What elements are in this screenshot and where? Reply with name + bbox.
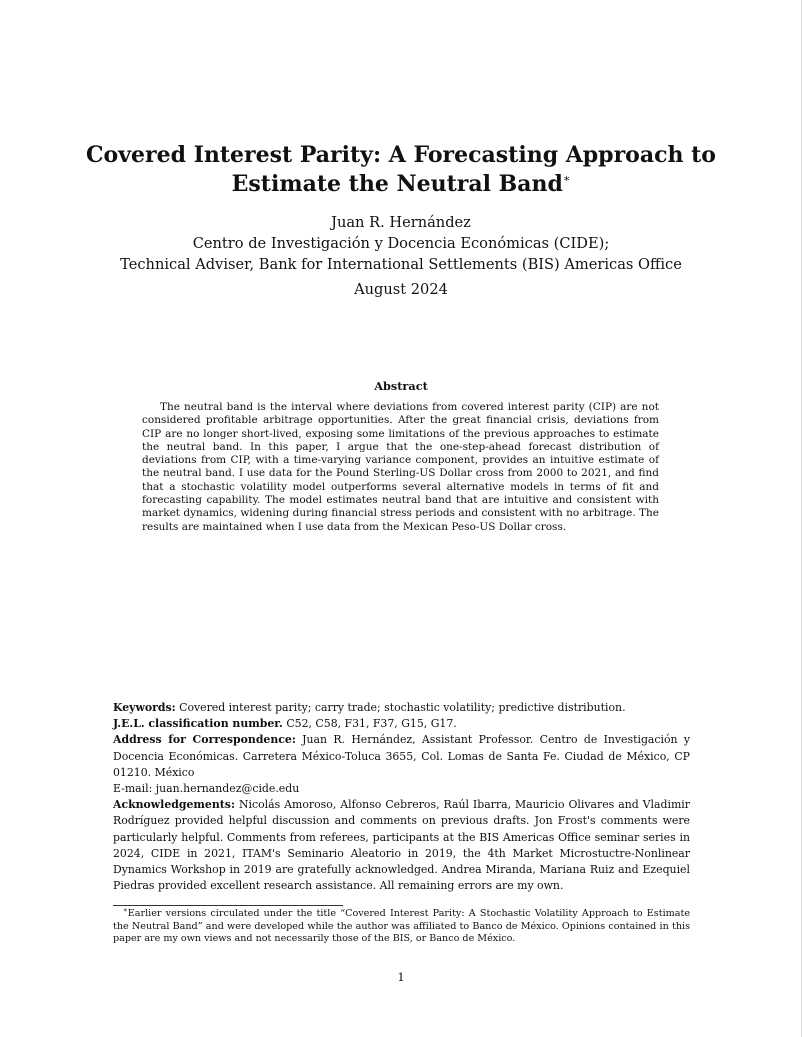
acknowledgements-text: Nicolás Amoroso, Alfonso Cebreros, Raúl Ibarra, Mauricio Olivares and Vladimir Rodríguez provided helpful discussion and comments on previous drafts. Jon Frost's comments were particularly helpful. Comments from referees, participants at the BIS Americas Office seminar series in 2024, CIDE in 2021, ITAM's Seminario Aleatorio in 2019, the 4th Market Microstuctre-Nonlinear Dynamics Workshop in 2019 are gratefully acknowledged. Andrea Miranda, Mariana Ruiz and Ezequiel Piedras provided excellent research assistance. All remaining errors are my own. — [113, 798, 690, 893]
correspondence-label: Address for Correspondence: — [113, 733, 296, 747]
keywords-label: Keywords: — [113, 701, 176, 714]
jel-text: C52, C58, F31, F37, G15, G17. — [286, 717, 457, 731]
footnote-mark: ∗ — [123, 906, 128, 914]
footnote — [113, 908, 690, 946]
footnote-rule — [113, 905, 343, 906]
abstract-text: The neutral band is the interval where deviations from covered interest parity (CIP) are not considered profitable arbitrage opportunities. After the great financial crisis, deviations from CIP are no longer short-lived, exposing some limitations of the previous approaches to estimate the neutral band. In this paper, I argue that the one-step-ahead forecast distribution of deviations from CIP, with a time-varying variance component, provides an intuitive estimate of the neutral band. I use data for the Pound Sterling-US Dollar cross from 2000 to 2021, and find that a stochastic volatility model outperforms several alternative models in terms of fit and forecasting capability. The model estimates neutral band that are intuitive and consistent with market dynamics, widening during financial stress periods and consistent with no arbitrage. The results are maintained when I use data from the Mexican Peso-US Dollar cross. — [142, 401, 659, 533]
keywords-line — [113, 700, 690, 716]
acknowledgements-line — [113, 797, 690, 894]
front-matter-details — [113, 700, 690, 894]
author-block — [60, 212, 742, 275]
footnote-text: Earlier versions circulated under the title “Covered Interest Parity: A Stochastic Volatility Approach to Estimate the Neutral Band” and were developed while the author was affiliated to Banco de México. Opinions contained in this paper are my own views and not necessarily those of the BIS, or Banco de México. — [113, 908, 690, 945]
paper-title-text: Covered Interest Parity: A Forecasting Approach to Estimate the Neutral Band — [86, 142, 716, 197]
jel-line — [113, 716, 690, 732]
abstract-heading: Abstract — [374, 379, 428, 393]
author-affiliation-2: Technical Adviser, Bank for International Settlements (BIS) Americas Office — [120, 256, 682, 273]
author-name: Juan R. Hernández — [331, 214, 471, 231]
acknowledgements-label: Acknowledgements: — [113, 798, 235, 812]
jel-label: J.E.L. classification number. — [113, 717, 283, 731]
correspondence-line — [113, 732, 690, 781]
paper-title — [60, 141, 742, 199]
email-line: E-mail: juan.hernandez@cide.edu — [113, 782, 300, 796]
author-affiliation-1: Centro de Investigación y Docencia Económicas (CIDE); — [192, 235, 610, 252]
correspondence-text: Juan R. Hernández, Assistant Professor. Centro de Investigación y Docencia Económicas. Carretera México-Toluca 3655, Col. Lomas de Santa Fe. Ciudad de México, CP 01210. México — [113, 733, 691, 779]
title-footnote-mark: ∗ — [562, 172, 571, 185]
paper-date: August 2024 — [354, 281, 448, 298]
page-number: 1 — [397, 970, 405, 984]
keywords-text: Covered interest parity; carry trade; stochastic volatility; predictive distribution. — [179, 701, 626, 714]
